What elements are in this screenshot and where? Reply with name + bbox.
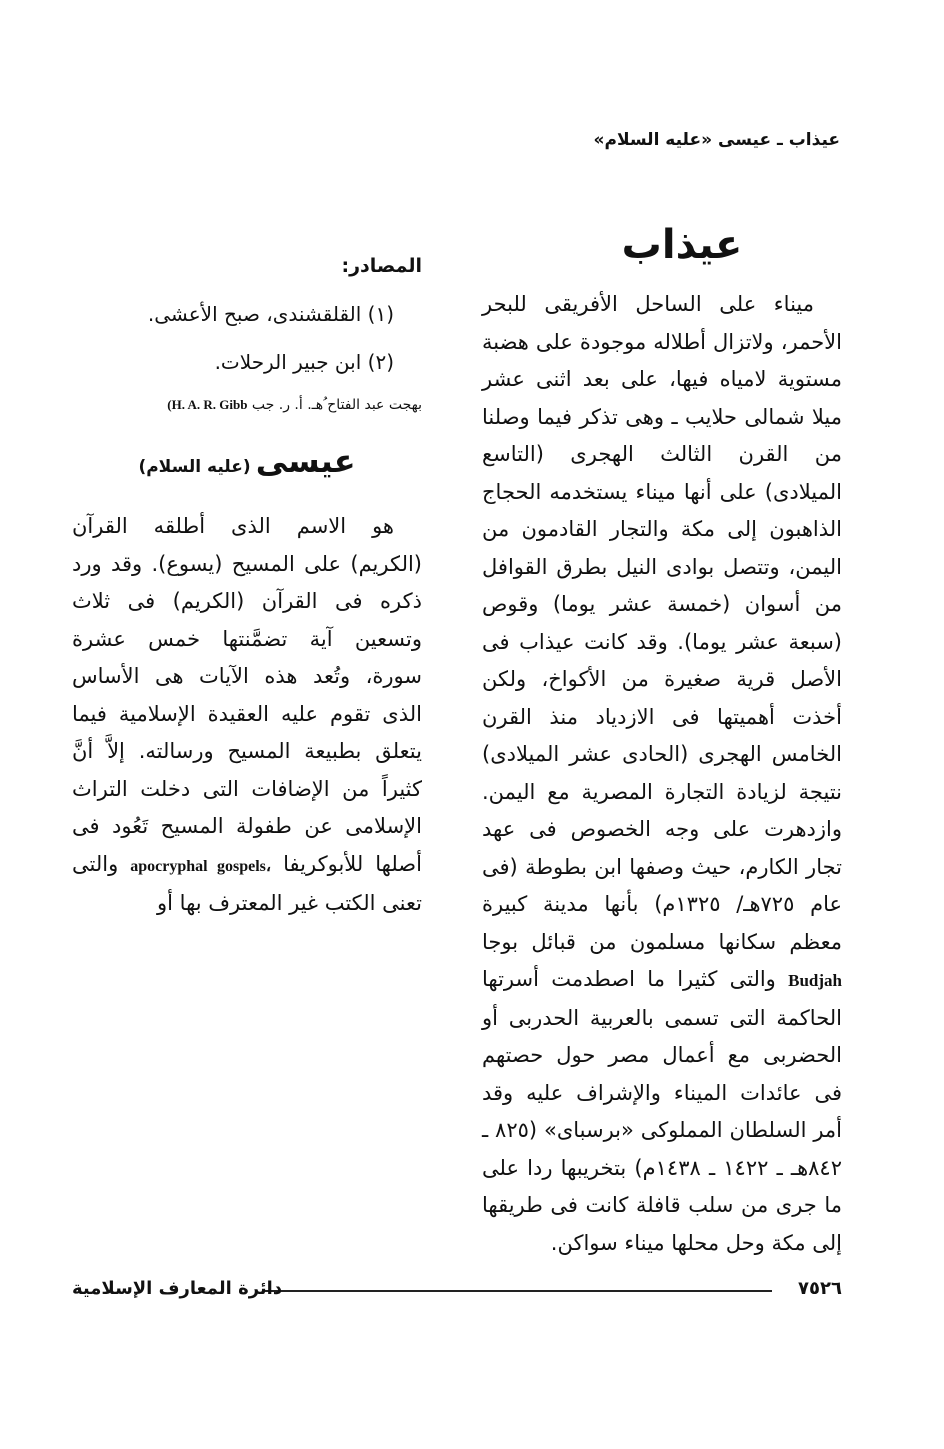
footer-rule [262,1290,772,1292]
latin-term: Budjah [788,971,842,990]
headword-main: عيسى [255,442,356,480]
sources-heading: المصادر: [341,255,422,277]
publication-title: دائرة المعارف الإسلامية [72,1278,283,1299]
article-body-text: هو الاسم الذى أطلقه القرآن (الكريم) على المسيح (يسوع). وقد ورد ذكره فى القرآن (الكريم) فى ثلاث وتسعين آية تضمَّنتها خمس عشرة سورة، وتُعد هذه الآيات هى الأساس الذى تقوم عليه العقيدة الإسلامية فيما يتعلق بطبيعة المسيح ورسالته. إلاَّ أنَّ كثيراً من الإضافات التى دخلت التراث الإسلامى عن طفولة المسيح تَعُود فى أصلها للأبوكريفا [72,514,422,876]
author-arabic: بهجت عبد الفتاح ُهـ. أ. ر. جب [251,397,422,413]
column-left [72,232,422,923]
article-body [482,286,842,1262]
source-item: (٢) ابن جبير الرحلات. [214,350,394,374]
page-number: ٧٥٢٦ [798,1278,842,1299]
headword-sub: (عليه السلام) [138,457,251,477]
source-item: (١) القلقشندى، صبح الأعشى. [147,302,394,326]
latin-term: apocryphal gospels، [130,857,272,875]
column-right [482,222,842,1262]
article-body-text: والتى تعنى الكتب غير المعترف بها أو [72,851,422,915]
page-footer [72,1278,842,1302]
article-body-text: والتى كثيرا ما اصطدمت أسرتها الحاكمة التى تسمى بالعربية الحدربى أو الحضربى مع أعمال مصر حول حصتهم فى عائدات الميناء والإشراف عليه وقد أمر السلطان المملوكى «برسباى» (٨٢٥ ـ ٨٤٢هـ ـ ١٤٢٢ ـ ١٤٣٨م) بتخريبها ردا على ما جرى من سلب قافلة كانت فى طريقها إلى مكة وحل محلها ميناء سواكن. [482,967,842,1255]
article-headword [72,442,422,480]
article-body-text: ميناء على الساحل الأفريقى للبحر الأحمر، ولاتزال أطلاله موجودة على هضبة مستوية لامياه فيها، على بعد اثنى عشر ميلا شمالى حلايب ـ وهى تذكر فيما وصلنا من القرن الثالث الهجرى (التاسع الميلادى) على أنها ميناء يستخدمه الحجاج الذاهبون إلى مكة والتجار القادمون من اليمن، وتتصل بوادى النيل بطرق القوافل من أسوان (خمسة عشر يوما) وقوص (سبعة عشر يوما). وقد كانت عيذاب فى الأصل قرية صغيرة من الأكواخ، ولكن أخذت أهميتها فى الازدياد منذ القرن الخامس الهجرى (الحادى عشر الميلادى) نتيجة لزيادة التجارة المصرية مع اليمن. وازدهرت على وجه الخصوص فى عهد تجار الكارم، حيث وصفها ابن بطوطة (فى عام ٧٢٥هـ/ ١٣٢٥م) بأنها مدينة كبيرة معظم سكانها مسلمون من قبائل بوجا [482,292,842,954]
author-latin: (H. A. R. Gibb [167,397,248,412]
article-body [72,508,422,923]
running-head: عيذاب ـ عيسى «عليه السلام» [593,130,840,150]
author-credit [72,390,422,420]
article-headword: عيذاب [621,222,743,268]
